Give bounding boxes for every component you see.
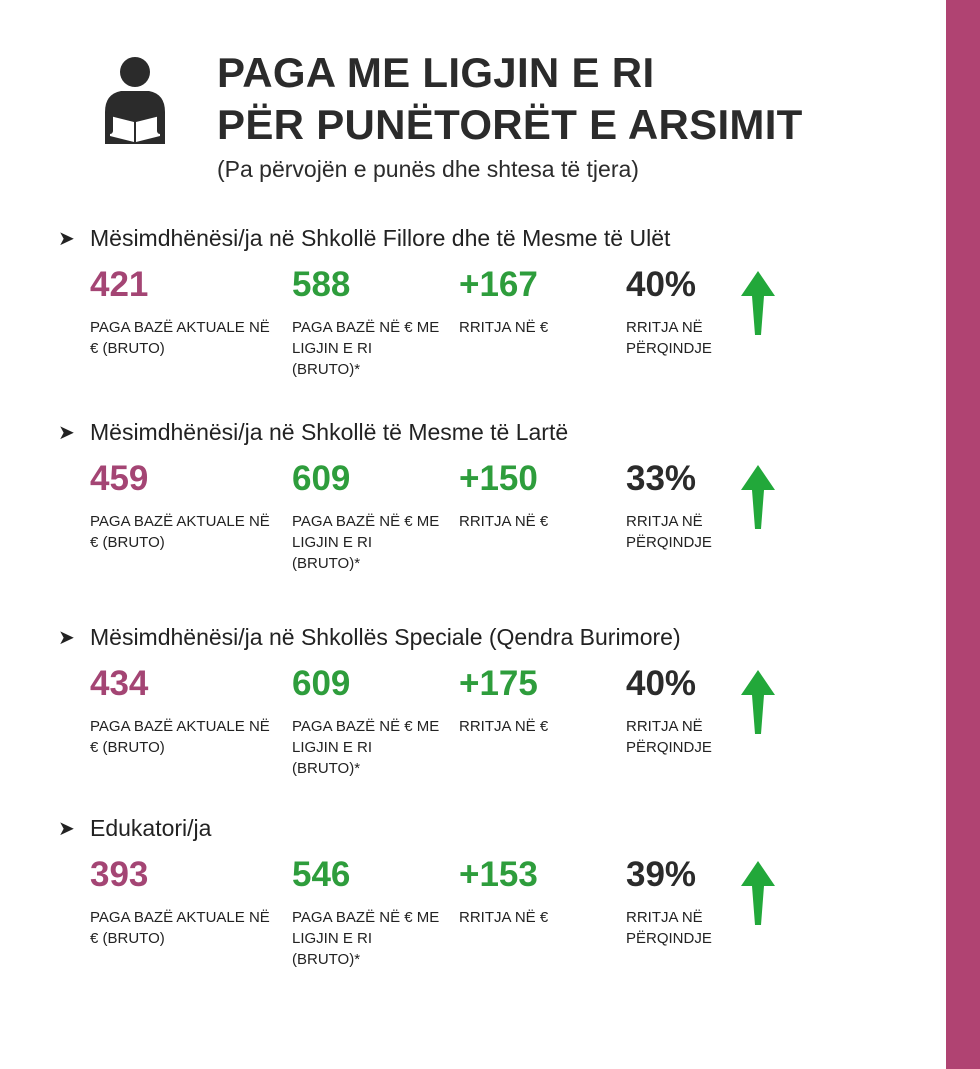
person-reading-book-icon	[101, 56, 169, 146]
current-salary-label: PAGA BAZË AKTUALE NË € (BRUTO)	[90, 319, 270, 357]
increase-metric	[459, 265, 589, 338]
increase-metric	[459, 664, 589, 737]
new-salary-label: PAGA BAZË NË € ME LIGJIN E RI (BRUTO)*	[292, 513, 440, 572]
percent-metric	[626, 265, 756, 359]
section-title: Mësimdhënësi/ja në Shkollës Speciale (Qendra Burimore)	[90, 623, 681, 650]
current-salary-value: 434	[90, 664, 149, 703]
section-heading	[58, 223, 670, 253]
new-salary-label: PAGA BAZË NË € ME LIGJIN E RI (BRUTO)*	[292, 718, 440, 777]
section-title: Mësimdhënësi/ja në Shkollë Fillore dhe të Mesme të Ulët	[90, 224, 671, 251]
new-salary-value: 609	[292, 664, 351, 703]
new-salary-metric	[292, 459, 442, 574]
percent-value: 40%	[626, 664, 697, 703]
salary-section-primary-lower-secondary	[0, 223, 940, 393]
percent-label: RRITJA NË PËRQINDJE	[626, 909, 712, 947]
increase-label: RRITJA NË €	[459, 909, 549, 926]
current-salary-value: 421	[90, 265, 149, 304]
new-salary-value: 588	[292, 265, 351, 304]
current-salary-label: PAGA BAZË AKTUALE NË € (BRUTO)	[90, 718, 270, 756]
section-title: Mësimdhënësi/ja në Shkollë të Mesme të Lartë	[90, 418, 569, 445]
percent-metric	[626, 664, 756, 758]
new-salary-metric	[292, 855, 442, 970]
page-title-line-2: PËR PUNËTORËT E ARSIMIT	[217, 101, 803, 148]
increase-value: +150	[459, 459, 538, 498]
new-salary-label: PAGA BAZË NË € ME LIGJIN E RI (BRUTO)*	[292, 319, 440, 378]
current-salary-label: PAGA BAZË AKTUALE NË € (BRUTO)	[90, 909, 270, 947]
section-heading	[58, 622, 681, 652]
percent-label: RRITJA NË PËRQINDJE	[626, 319, 712, 357]
new-salary-value: 546	[292, 855, 351, 894]
bullet-arrow-icon: ➤	[58, 626, 75, 649]
current-salary-metric	[90, 459, 270, 553]
percent-value: 40%	[626, 265, 697, 304]
current-salary-metric	[90, 265, 270, 359]
current-salary-value: 459	[90, 459, 149, 498]
bullet-arrow-icon: ➤	[58, 227, 75, 250]
percent-metric	[626, 855, 756, 949]
current-salary-metric	[90, 855, 270, 949]
salary-section-special-school	[0, 622, 940, 792]
new-salary-metric	[292, 265, 442, 380]
bullet-arrow-icon: ➤	[58, 421, 75, 444]
increase-label: RRITJA NË €	[459, 319, 549, 336]
page-subtitle: (Pa përvojën e punës dhe shtesa të tjera)	[217, 156, 639, 182]
right-accent-stripe	[946, 0, 980, 1069]
percent-metric	[626, 459, 756, 553]
page-title-line-1: PAGA ME LIGJIN E RI	[217, 49, 655, 96]
section-heading	[58, 813, 211, 843]
percent-value: 33%	[626, 459, 697, 498]
current-salary-value: 393	[90, 855, 149, 894]
new-salary-metric	[292, 664, 442, 779]
bullet-arrow-icon: ➤	[58, 817, 75, 840]
percent-value: 39%	[626, 855, 697, 894]
up-arrow-icon	[738, 859, 778, 927]
new-salary-label: PAGA BAZË NË € ME LIGJIN E RI (BRUTO)*	[292, 909, 440, 968]
new-salary-value: 609	[292, 459, 351, 498]
percent-label: RRITJA NË PËRQINDJE	[626, 718, 712, 756]
up-arrow-icon	[738, 269, 778, 337]
up-arrow-icon	[738, 668, 778, 736]
current-salary-metric	[90, 664, 270, 758]
increase-value: +153	[459, 855, 538, 894]
salary-section-upper-secondary	[0, 417, 940, 587]
increase-value: +175	[459, 664, 538, 703]
up-arrow-icon	[738, 463, 778, 531]
increase-label: RRITJA NË €	[459, 718, 549, 735]
current-salary-label: PAGA BAZË AKTUALE NË € (BRUTO)	[90, 513, 270, 551]
section-title: Edukatori/ja	[90, 814, 212, 841]
increase-label: RRITJA NË €	[459, 513, 549, 530]
increase-metric	[459, 855, 589, 928]
increase-metric	[459, 459, 589, 532]
section-heading	[58, 417, 568, 447]
salary-section-educator	[0, 813, 940, 983]
percent-label: RRITJA NË PËRQINDJE	[626, 513, 712, 551]
increase-value: +167	[459, 265, 538, 304]
